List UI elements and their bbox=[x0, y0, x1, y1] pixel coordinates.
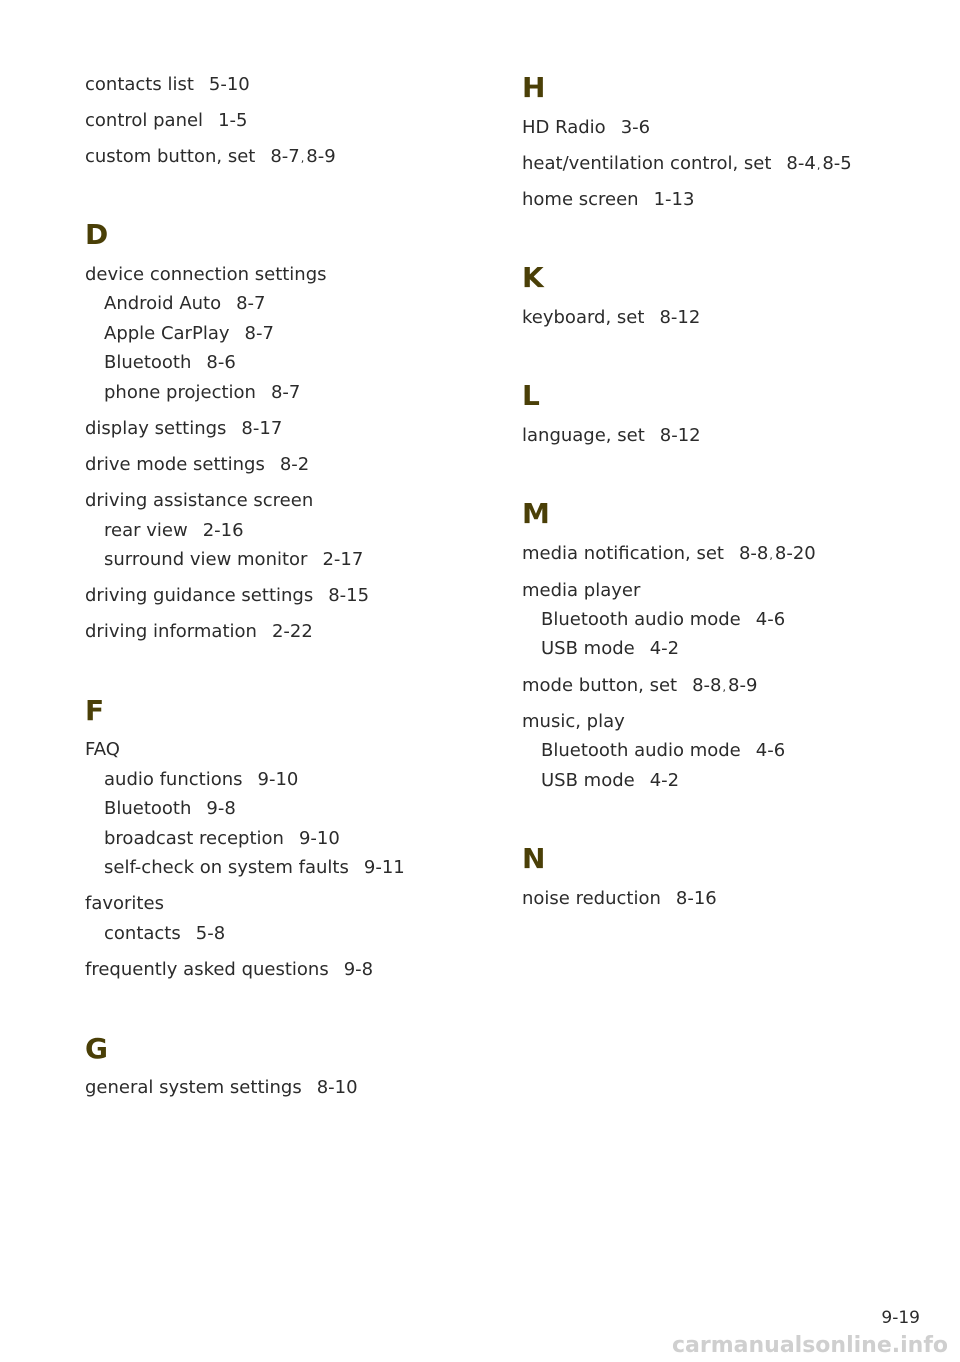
index-term: USB mode bbox=[541, 638, 635, 659]
page-ref: 2-22 bbox=[271, 621, 313, 642]
section-letter-k: K bbox=[522, 261, 544, 294]
page-ref: 8-16 bbox=[675, 888, 717, 909]
index-term: Android Auto bbox=[104, 293, 222, 314]
index-term: broadcast reception bbox=[104, 828, 284, 849]
index-subentry bbox=[104, 768, 298, 792]
index-entry bbox=[85, 1076, 358, 1100]
index-entry bbox=[522, 674, 757, 700]
page-separator: , bbox=[300, 152, 305, 165]
section-letter-n: N bbox=[522, 842, 546, 875]
index-term: device connection settings bbox=[85, 264, 327, 285]
index-term: Bluetooth bbox=[104, 352, 192, 373]
index-entry bbox=[85, 892, 164, 916]
index-entry bbox=[522, 710, 625, 734]
index-term: driving assistance screen bbox=[85, 490, 314, 511]
page-ref: 1-13 bbox=[653, 189, 695, 210]
page-separator: , bbox=[816, 159, 821, 172]
page-ref: 1-5 bbox=[218, 110, 248, 131]
index-term: media player bbox=[522, 580, 641, 601]
page-ref: 4-2 bbox=[649, 638, 680, 659]
page-ref: 9-10 bbox=[298, 828, 340, 849]
page-ref: 8-4 bbox=[786, 153, 816, 174]
index-term: Apple CarPlay bbox=[104, 323, 230, 344]
index-subentry bbox=[104, 322, 274, 346]
index-subentry bbox=[104, 519, 244, 543]
watermark: carmanualsonline.info bbox=[672, 1333, 948, 1358]
index-entry bbox=[522, 887, 717, 911]
page-ref: 4-2 bbox=[649, 770, 680, 791]
page-ref: 8-7 bbox=[236, 293, 266, 314]
section-letter-m: M bbox=[522, 497, 550, 530]
page-ref: 8-5 bbox=[822, 153, 852, 174]
index-entry bbox=[85, 453, 309, 477]
index-entry bbox=[85, 958, 373, 982]
page-ref: 8-17 bbox=[241, 418, 283, 439]
index-term: frequently asked questions bbox=[85, 959, 329, 980]
page-ref: 8-9 bbox=[306, 146, 336, 167]
index-subentry bbox=[104, 381, 300, 405]
index-entry bbox=[522, 116, 650, 140]
page-separator: , bbox=[722, 681, 726, 694]
index-entry bbox=[85, 584, 369, 608]
section-letter-f: F bbox=[85, 694, 105, 727]
index-entry bbox=[85, 738, 120, 762]
index-term: mode button, set bbox=[522, 675, 678, 696]
index-term: contacts bbox=[104, 923, 181, 944]
index-subentry bbox=[104, 827, 340, 851]
index-term: audio functions bbox=[104, 769, 243, 790]
page-ref: 8-7 bbox=[270, 146, 300, 167]
index-term: favorites bbox=[85, 893, 164, 914]
index-term: general system settings bbox=[85, 1077, 302, 1098]
index-subentry bbox=[104, 797, 236, 821]
index-term: driving guidance settings bbox=[85, 585, 314, 606]
index-term: noise reduction bbox=[522, 888, 661, 909]
page-ref: 8-15 bbox=[328, 585, 370, 606]
index-entry bbox=[85, 417, 282, 441]
index-term: drive mode settings bbox=[85, 454, 265, 475]
page-ref: 3-6 bbox=[620, 117, 651, 138]
page-separator: , bbox=[769, 549, 773, 562]
index-subentry bbox=[541, 769, 679, 793]
page-ref: 9-11 bbox=[363, 857, 405, 878]
page-number: 9-19 bbox=[881, 1308, 920, 1328]
index-subentry bbox=[104, 856, 405, 880]
index-term: FAQ bbox=[85, 739, 120, 760]
index-entry bbox=[522, 424, 701, 448]
index-subentry bbox=[104, 922, 225, 946]
index-term: home screen bbox=[522, 189, 639, 210]
index-entry bbox=[85, 109, 247, 133]
index-term: driving information bbox=[85, 621, 257, 642]
index-entry bbox=[522, 152, 852, 178]
index-entry bbox=[522, 579, 640, 603]
page-ref: 9-8 bbox=[206, 798, 236, 819]
index-subentry bbox=[104, 351, 236, 375]
index-term: rear view bbox=[104, 520, 188, 541]
index-term: control panel bbox=[85, 110, 204, 131]
index-entry bbox=[85, 620, 313, 644]
page-ref: 8-12 bbox=[659, 307, 701, 328]
index-entry bbox=[522, 542, 816, 568]
index-entry bbox=[85, 489, 313, 513]
section-letter-d: D bbox=[85, 218, 109, 251]
index-subentry bbox=[104, 548, 363, 572]
section-letter-h: H bbox=[522, 71, 546, 104]
page-ref: 8-20 bbox=[774, 543, 816, 564]
page-ref: 8-10 bbox=[316, 1077, 358, 1098]
index-term: self-check on system faults bbox=[104, 857, 349, 878]
index-term: heat/ventilation control, set bbox=[522, 153, 772, 174]
page-ref: 8-7 bbox=[244, 323, 274, 344]
index-term: Bluetooth audio mode bbox=[541, 609, 741, 630]
page-ref: 8-12 bbox=[659, 425, 701, 446]
page-ref: 8-8 bbox=[692, 675, 722, 696]
page-ref: 8-2 bbox=[279, 454, 310, 475]
index-entry bbox=[85, 73, 250, 97]
index-term: custom button, set bbox=[85, 146, 256, 167]
index-term: contacts list bbox=[85, 74, 194, 95]
index-term: display settings bbox=[85, 418, 227, 439]
index-subentry bbox=[541, 637, 679, 661]
page-ref: 5-10 bbox=[208, 74, 250, 95]
index-entry bbox=[85, 263, 327, 287]
index-subentry bbox=[104, 292, 266, 316]
index-term: language, set bbox=[522, 425, 645, 446]
index-term: USB mode bbox=[541, 770, 635, 791]
index-entry bbox=[522, 188, 694, 212]
page-ref: 2-16 bbox=[202, 520, 244, 541]
section-letter-g: G bbox=[85, 1032, 108, 1065]
index-term: Bluetooth audio mode bbox=[541, 740, 741, 761]
page-ref: 5-8 bbox=[195, 923, 226, 944]
index-entry bbox=[85, 145, 336, 171]
page-ref: 8-9 bbox=[728, 675, 758, 696]
index-term: Bluetooth bbox=[104, 798, 192, 819]
page-ref: 9-8 bbox=[343, 959, 374, 980]
index-term: keyboard, set bbox=[522, 307, 645, 328]
page-ref: 8-8 bbox=[738, 543, 769, 564]
index-subentry bbox=[541, 739, 785, 763]
index-term: phone projection bbox=[104, 382, 256, 403]
index-subentry bbox=[541, 608, 785, 632]
page-ref: 8-6 bbox=[206, 352, 236, 373]
page-ref: 4-6 bbox=[755, 609, 786, 630]
index-term: HD Radio bbox=[522, 117, 606, 138]
index-term: surround view monitor bbox=[104, 549, 308, 570]
index-entry bbox=[522, 306, 700, 330]
page-ref: 4-6 bbox=[755, 740, 786, 761]
index-term: media notification, set bbox=[522, 543, 724, 564]
page-ref: 8-7 bbox=[270, 382, 301, 403]
index-term: music, play bbox=[522, 711, 625, 732]
section-letter-l: L bbox=[522, 379, 540, 412]
page-ref: 2-17 bbox=[322, 549, 364, 570]
page-ref: 9-10 bbox=[257, 769, 299, 790]
